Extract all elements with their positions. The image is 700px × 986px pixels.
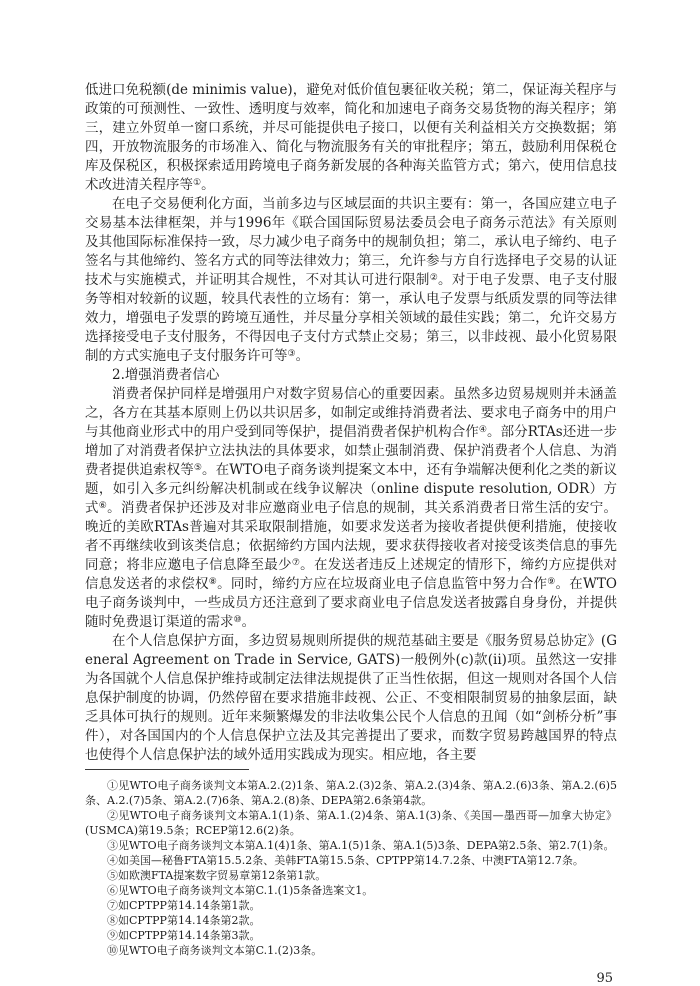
paragraph-1: 低进口免税额(de minimis value)，避免对低价值包裹征收关税；第二，保证海关程序与政策的可预测性、一致性、透明度与效率，简化和加速电子商务交易货物的海关程序；第三，建立外贸单一窗口系统，并尽可能提供电子接口，以便有关利益相关方交换数据；第四，开放物流服务的市场准入、简化与物流服务有关的审批程序；第五，鼓励利用保税仓库及保税区，积极探索适用跨境电子商务新发展的各种海关监管方式；第六，使用信息技术改进清关程序等①。 [85,82,617,193]
footnote-1: ①见WTO电子商务谈判文本第A.2.(2)1条、第A.2.(3)2条、第A.2.(3)4条、第A.2.(6)3条、第A.2.(6)5条、A.2.(7)5条、第A.2.(7)6条、第A.2.(8)条、DEPA第2.6条第4款。 [85,779,617,807]
footnote-8: ⑧如CPTPP第14.14条第2款。 [107,914,261,927]
footnote-2: ②见WTO电子商务谈判文本第A.1(1)条、第A.1.(2)4条、第A.1(3)条、《美国—墨西哥—加拿大协定》(USMCA)第19.5条；RCEP第12.6(2)条。 [85,809,617,837]
footnote-6: ⑥见WTO电子商务谈判文本第C.1.(1)5条备选案文1。 [107,884,374,897]
page-number: 95 [596,971,613,986]
article-body [85,81,617,765]
paragraph-2: 在电子交易便利化方面，当前多边与区域层面的共识主要有：第一，各国应建立电子交易基本法律框架，并与1996年《联合国国际贸易法委员会电子商务示范法》有关原则及其他国际标准保持一致，尽力减少电子商务中的规制负担；第二，承认电子缔约、电子签名与其他缔约、签名方式的同等法律效力；第三，允许参与方自行选择电子交易的认证技术与实施模式，并证明其合规性，不对其认可进行限制②。对于电子发票、电子支付服务等相对较新的议题，较具代表性的立场有：第一，承认电子发票与纸质发票的同等法律效力，增强电子发票的跨境互通性，并尽量分享相关领域的最佳实践；第二，允许交易方选择接受电子支付服务，不得因电子支付方式禁止交易；第三，以非歧视、最小化贸易限制的方式实施电子支付服务许可等③。 [85,196,617,364]
footnote-9: ⑨如CPTPP第14.14条第3款。 [107,929,261,942]
paragraph-4: 在个人信息保护方面，多边贸易规则所提供的规范基础主要是《服务贸易总协定》(General Agreement on Trade in Service, GATS)一般例外(c)款(ii)项。虽然这一安排为各国就个人信息保护维持或制定法律法规提供了正当性依据，但这一规则对各国个人信息保护制度的协调，仍然停留在要求措施非歧视、公正、不变相限制贸易的抽象层面，缺乏具体可执行的规则。近年来频繁爆发的非法收集公民个人信息的丑闻（如“剑桥分析”事件），对各国国内的个人信息保护立法及其完善提出了要求，而数字贸易跨越国界的特点也使得个人信息保护法的域外适用实践成为现实。相应地，各主要 [85,633,617,763]
footnote-10: ⑩见WTO电子商务谈判文本第C.1.(2)3条。 [107,944,323,957]
paragraph-3: 消费者保护同样是增强用户对数字贸易信心的重要因素。虽然多边贸易规则并未涵盖之，各方在其基本原则上仍以共识居多，如制定或维持消费者法、要求电子商务中的用户与其他商业形式中的用户受到同等保护，提倡消费者保护机构合作④。部分RTAs还进一步增加了对消费者保护立法执法的具体要求，如禁止强制消费、保护消费者个人信息、为消费者提供追索权等⑤。在WTO电子商务谈判提案文本中，还有争端解决便利化之类的新议题，如引入多元纠纷解决机制或在线争议解决（online dispute resolution, ODR）方式⑥。消费者保护还涉及对非应邀商业电子信息的规制，其关系消费者日常生活的安宁。晚近的美欧RTAs普遍对其采取限制措施，如要求发送者为接收者提供便利措施，使接收者不再继续收到该类信息；依据缔约方国内法规，要求获得接收者对接受该类信息的事先同意；将非应邀电子信息降至最少⑦。在发送者违反上述规定的情形下，缔约方应提供对信息发送者的求偿权⑧。同时，缔约方应在垃圾商业电子信息监管中努力合作⑨。在WTO电子商务谈判中，一些成员方还注意到了要求商业电子信息发送者披露自身身份，并提供随时免费退订渠道的需求⑩。 [85,386,618,630]
footnote-4: ④如美国—秘鲁FTA第15.5.2条、美韩FTA第15.5条、CPTPP第14.7.2条、中澳FTA第12.7条。 [107,854,584,867]
footnote-3: ③见WTO电子商务谈判文本第A.1(4)1条、第A.1(5)1条、第A.1(5)3条、DEPA第2.5条、第2.7(1)条。 [107,839,615,852]
footnotes-block [85,778,617,958]
footnote-7: ⑦如CPTPP第14.14条第1款。 [107,899,261,912]
footnote-5: ⑤如欧澳FTA提案数字贸易章第12条第1款。 [107,869,327,882]
footnote-separator [85,769,249,770]
section-heading: 2.增强消费者信心 [112,367,220,383]
